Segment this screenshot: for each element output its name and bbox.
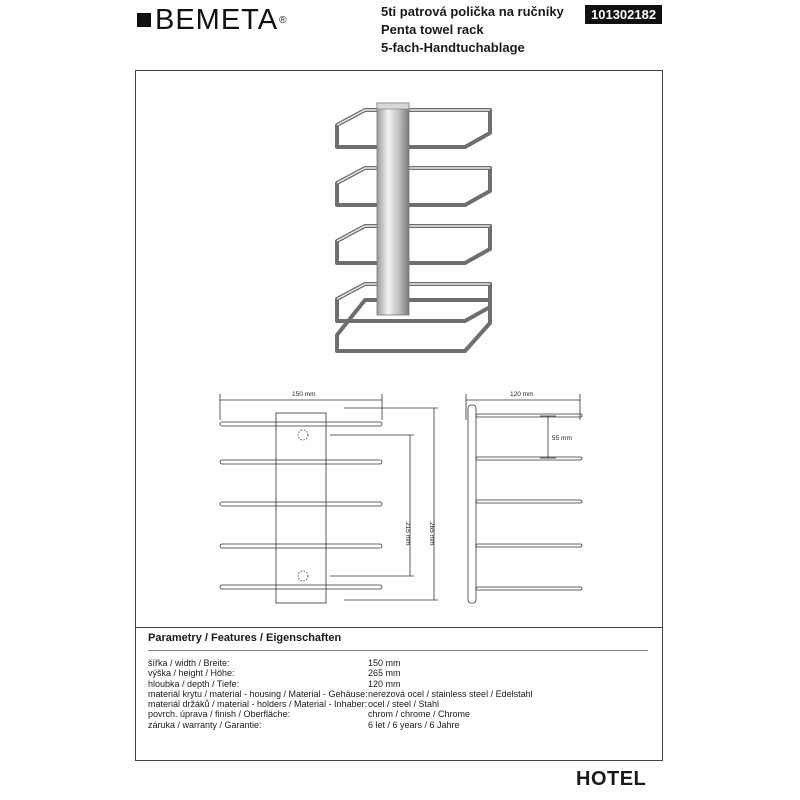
feature-value: 120 mm	[368, 678, 401, 689]
feature-label: materiál krytu / material - housing / Material - Gehäuse:	[148, 688, 368, 699]
feature-value: 265 mm	[368, 668, 401, 679]
feature-value: nerezová ocel / stainless steel / Edelstahl	[368, 688, 533, 699]
title-english: Penta towel rack	[381, 22, 484, 37]
feature-label: záruka / warranty / Garantie:	[148, 719, 262, 730]
feature-label: hloubka / depth / Tiefe:	[148, 678, 240, 689]
feature-value: ocel / steel / Stahl	[368, 699, 440, 710]
product-titles	[381, 3, 564, 57]
feature-label: materiál držáků / material - holders / Material - Inhaber:	[148, 699, 368, 710]
features-title: Parametry / Features / Eigenschaften	[148, 632, 342, 644]
dim-width: 150 mm	[292, 391, 316, 398]
technical-drawing	[200, 380, 600, 610]
feature-row	[148, 699, 440, 710]
brand-logo	[137, 5, 286, 35]
dim-inner-height: 215 mm	[404, 522, 411, 546]
feature-row	[148, 719, 460, 730]
feature-value: 6 let / 6 years / 6 Jahre	[368, 719, 460, 730]
title-czech: 5ti patrová polička na ručníky	[381, 4, 564, 19]
product-photo	[325, 95, 505, 360]
feature-label: výška / height / Höhe:	[148, 668, 235, 679]
logo-square-icon	[137, 13, 151, 27]
dim-spacing: 55 mm	[552, 435, 572, 442]
feature-row	[148, 668, 401, 679]
features-table	[148, 658, 533, 730]
section-divider	[135, 627, 663, 628]
feature-row	[148, 678, 401, 689]
dim-height: 265 mm	[428, 522, 435, 546]
title-german: 5-fach-Handtuchablage	[381, 40, 525, 55]
feature-label: povrch. úprava / finish / Oberfläche:	[148, 709, 291, 720]
feature-value: 150 mm	[368, 658, 401, 668]
product-code: 101302182	[585, 5, 662, 24]
feature-value: chrom / chrome / Chrome	[368, 709, 471, 720]
brand-name: BEMETA	[155, 4, 279, 36]
feature-row	[148, 658, 401, 668]
registered-mark: ®	[279, 14, 287, 26]
feature-label: šířka / width / Breite:	[148, 658, 230, 668]
product-line-label: HOTEL	[576, 768, 647, 790]
feature-row	[148, 709, 471, 720]
dim-depth: 120 mm	[510, 391, 534, 398]
feature-row	[148, 688, 533, 699]
features-rule	[148, 650, 648, 651]
